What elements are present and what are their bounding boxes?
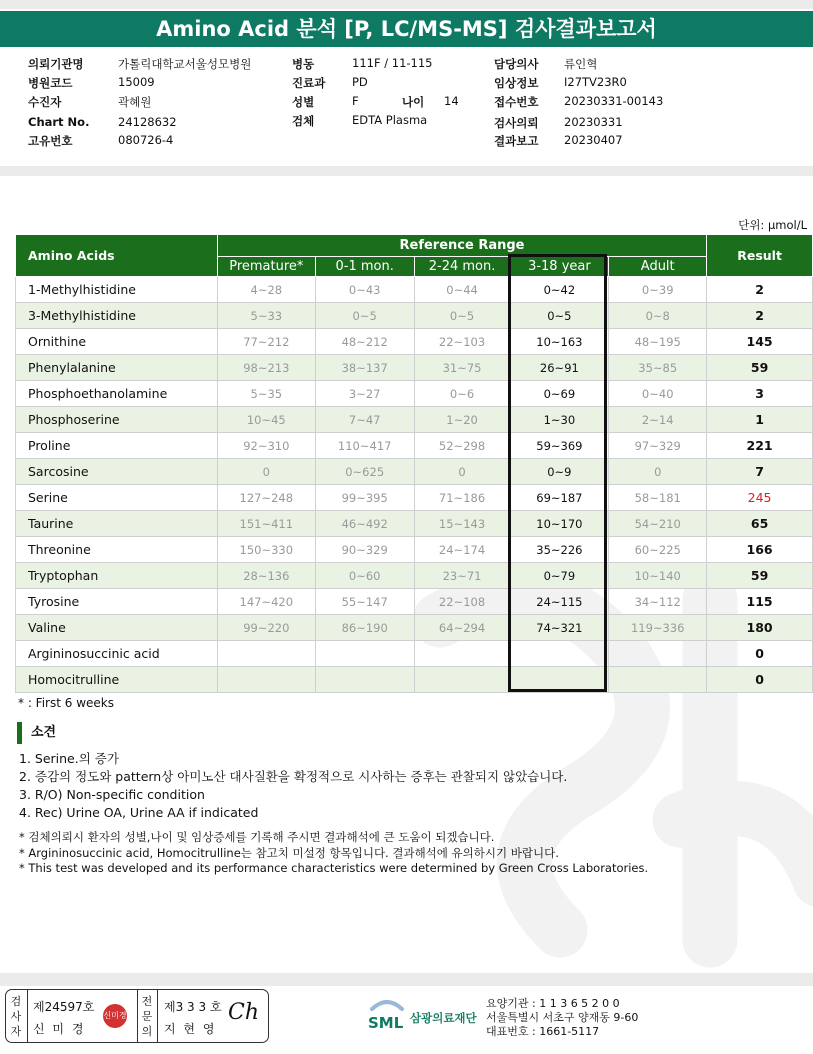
note-item: * 검체의뢰시 환자의 성별,나이 및 임상증세를 기록해 주시면 결과해석에 큰 도움이 되겠습니다. [19,830,495,844]
reference-range-cell [609,667,707,693]
reference-range-cell: 3~27 [315,381,414,407]
reference-range-cell [315,667,414,693]
result-value: 7 [707,459,813,485]
reference-range-cell: 98~213 [217,355,315,381]
amino-acid-name: Sarcosine [16,459,218,485]
table-row [16,381,813,407]
logo-wordmark: SML [368,1014,404,1032]
result-value: 3 [707,381,813,407]
bottom-band [0,973,813,986]
reference-range-cell: 0~40 [609,381,707,407]
reference-range-cell: 60~225 [609,537,707,563]
reference-range-cell: 22~103 [414,329,510,355]
table-row [16,459,813,485]
table-row [16,407,813,433]
reference-range-cell: 0~6 [414,381,510,407]
reference-range-cell: 52~298 [414,433,510,459]
premature-footnote: * : First 6 weeks [18,696,114,710]
reference-range-cell: 28~136 [217,563,315,589]
reference-range-cell: 5~33 [217,303,315,329]
reference-range-cell: 147~420 [217,589,315,615]
reference-range-cell: 10~45 [217,407,315,433]
reference-range-cell: 0~39 [609,277,707,303]
reference-range-cell: 48~195 [609,329,707,355]
reference-range-cell: 23~71 [414,563,510,589]
result-value: 0 [707,641,813,667]
reference-range-cell [217,667,315,693]
reference-range-cell: 0~60 [315,563,414,589]
amino-acid-name: Tyrosine [16,589,218,615]
amino-acid-name: 3-Methylhistidine [16,303,218,329]
reference-range-cell [510,641,609,667]
reference-range-cell: 10~163 [510,329,609,355]
unit-label: 단위: μmol/L [738,218,807,232]
amino-acid-name: Phenylalanine [16,355,218,381]
table-row [16,563,813,589]
reference-range-cell: 0~79 [510,563,609,589]
reference-range-cell [315,641,414,667]
reference-range-cell: 5~35 [217,381,315,407]
reference-range-cell: 31~75 [414,355,510,381]
reference-range-cell: 26~91 [510,355,609,381]
tester-seal: 신미경 [103,1004,127,1028]
reference-range-cell: 35~226 [510,537,609,563]
sig-divider [137,990,138,1042]
reference-range-cell: 74~321 [510,615,609,641]
amino-acid-name: Taurine [16,511,218,537]
signature-box [5,989,269,1043]
table-row [16,485,813,511]
reference-range-cell: 0~42 [510,277,609,303]
reference-range-cell: 92~310 [217,433,315,459]
reference-range-cell: 46~492 [315,511,414,537]
reference-range-cell: 90~329 [315,537,414,563]
reference-range-cell: 0~5 [315,303,414,329]
result-value: 59 [707,355,813,381]
tester-name: 신 미 경 [33,1022,86,1036]
tester-label: 검사자 [10,995,22,1038]
reference-range-cell: 64~294 [414,615,510,641]
col-result: Result [707,235,813,277]
reference-range-cell: 0~5 [414,303,510,329]
col-reference-range: Reference Range [217,235,706,257]
finding-item: 4. Rec) Urine OA, Urine AA if indicated [19,805,259,820]
amino-acid-name: Serine [16,485,218,511]
reference-range-cell: 0~44 [414,277,510,303]
specialist-label: 전문의 [141,995,153,1038]
org-name: 삼광의료재단 [410,1011,477,1025]
result-value: 145 [707,329,813,355]
section-divider [0,166,813,176]
amino-acid-name: Homocitrulline [16,667,218,693]
reference-range-cell: 0~9 [510,459,609,485]
amino-acid-name: Tryptophan [16,563,218,589]
reference-range-cell [510,667,609,693]
reference-range-cell: 0 [414,459,510,485]
top-band [0,0,813,9]
amino-acid-name: Threonine [16,537,218,563]
reference-range-cell: 58~181 [609,485,707,511]
reference-range-cell: 24~174 [414,537,510,563]
reference-range-cell: 0~43 [315,277,414,303]
reference-range-cell: 38~137 [315,355,414,381]
reference-range-cell: 2~14 [609,407,707,433]
specialist-signature: Ch [228,1000,260,1025]
reference-range-cell: 15~143 [414,511,510,537]
result-value: 2 [707,277,813,303]
reference-range-cell: 0 [609,459,707,485]
amino-acid-name: Argininosuccinic acid [16,641,218,667]
reference-range-cell: 86~190 [315,615,414,641]
reference-range-cell: 0~69 [510,381,609,407]
result-value: 221 [707,433,813,459]
org-info [486,997,638,1039]
table-row [16,433,813,459]
result-value: 245 [707,485,813,511]
note-item: * This test was developed and its performance characteristics were determined by Green Cross Laboratories. [19,861,649,875]
sig-divider [27,990,28,1042]
result-value: 65 [707,511,813,537]
reference-range-cell: 0~625 [315,459,414,485]
result-value: 180 [707,615,813,641]
col-amino-acids: Amino Acids [16,235,218,277]
reference-range-cell: 150~330 [217,537,315,563]
col-adult: Adult [609,257,707,277]
note-item: * Argininosuccinic acid, Homocitrulline는 참고치 미설정 항목입니다. 결과해석에 유의하시기 바랍니다. [19,845,559,860]
sig-divider [157,990,158,1042]
specialist-name: 지 현 영 [164,1022,217,1036]
reference-range-cell [609,641,707,667]
col-3-18-year: 3-18 year [510,257,609,277]
result-value: 115 [707,589,813,615]
reference-range-cell: 54~210 [609,511,707,537]
result-value: 166 [707,537,813,563]
table-row [16,355,813,381]
table-row [16,667,813,693]
reference-range-cell [414,667,510,693]
org-phone: 대표번호 : 1661-5117 [486,1025,600,1038]
reference-range-cell: 4~28 [217,277,315,303]
amino-acid-name: Valine [16,615,218,641]
reference-range-cell: 22~108 [414,589,510,615]
reference-range-cell: 99~220 [217,615,315,641]
amino-acid-name: Phosphoserine [16,407,218,433]
reference-range-cell: 59~369 [510,433,609,459]
reference-range-cell: 55~147 [315,589,414,615]
amino-acid-table [15,234,813,693]
result-value: 59 [707,563,813,589]
reference-range-cell: 71~186 [414,485,510,511]
result-value: 0 [707,667,813,693]
reference-range-cell: 97~329 [609,433,707,459]
result-value: 2 [707,303,813,329]
reference-range-cell: 24~115 [510,589,609,615]
findings-title: 소견 [17,722,56,744]
finding-item: 3. R/O) Non-specific condition [19,787,205,802]
findings-list [19,750,567,822]
specialist-license: 제3 3 3 호 [164,1000,222,1014]
reference-range-cell: 10~140 [609,563,707,589]
reference-range-cell: 0~5 [510,303,609,329]
reference-range-cell: 151~411 [217,511,315,537]
reference-range-cell: 119~336 [609,615,707,641]
finding-item: 2. 증감의 정도와 pattern상 아미노산 대사질환을 확정적으로 시사하는 증후는 관찰되지 않았습니다. [19,769,568,784]
table-row [16,641,813,667]
reference-range-cell: 0~8 [609,303,707,329]
col-2-24-mon: 2-24 mon. [414,257,510,277]
reference-range-cell: 110~417 [315,433,414,459]
org-address: 서울특별시 서초구 양재동 9-60 [486,1011,639,1024]
amino-acid-name: Proline [16,433,218,459]
report-title: Amino Acid 분석 [P, LC/MS-MS] 검사결과보고서 [0,11,813,47]
reference-range-cell: 35~85 [609,355,707,381]
sml-logo-icon [366,997,408,1033]
reference-range-cell: 69~187 [510,485,609,511]
reference-range-cell: 7~47 [315,407,414,433]
amino-acid-name: 1-Methylhistidine [16,277,218,303]
org-care-code: 요양기관 : 1 1 3 6 5 2 0 0 [486,997,620,1010]
table-row [16,303,813,329]
reference-range-cell: 99~395 [315,485,414,511]
col-0-1-mon: 0-1 mon. [315,257,414,277]
table-row [16,615,813,641]
notes-list [19,830,648,877]
reference-range-cell [217,641,315,667]
reference-range-cell [414,641,510,667]
table-row [16,277,813,303]
tester-license: 제24597호 [33,1000,95,1014]
reference-range-cell: 1~30 [510,407,609,433]
reference-range-cell: 127~248 [217,485,315,511]
col-premature: Premature* [217,257,315,277]
reference-range-cell: 0 [217,459,315,485]
reference-range-cell: 34~112 [609,589,707,615]
reference-range-cell: 10~170 [510,511,609,537]
result-value: 1 [707,407,813,433]
finding-item: 1. Serine.의 증가 [19,751,119,766]
reference-range-cell: 77~212 [217,329,315,355]
reference-range-cell: 48~212 [315,329,414,355]
reference-range-cell: 1~20 [414,407,510,433]
table-row [16,589,813,615]
amino-acid-name: Ornithine [16,329,218,355]
table-row [16,537,813,563]
table-row [16,329,813,355]
table-row [16,511,813,537]
amino-acid-name: Phosphoethanolamine [16,381,218,407]
